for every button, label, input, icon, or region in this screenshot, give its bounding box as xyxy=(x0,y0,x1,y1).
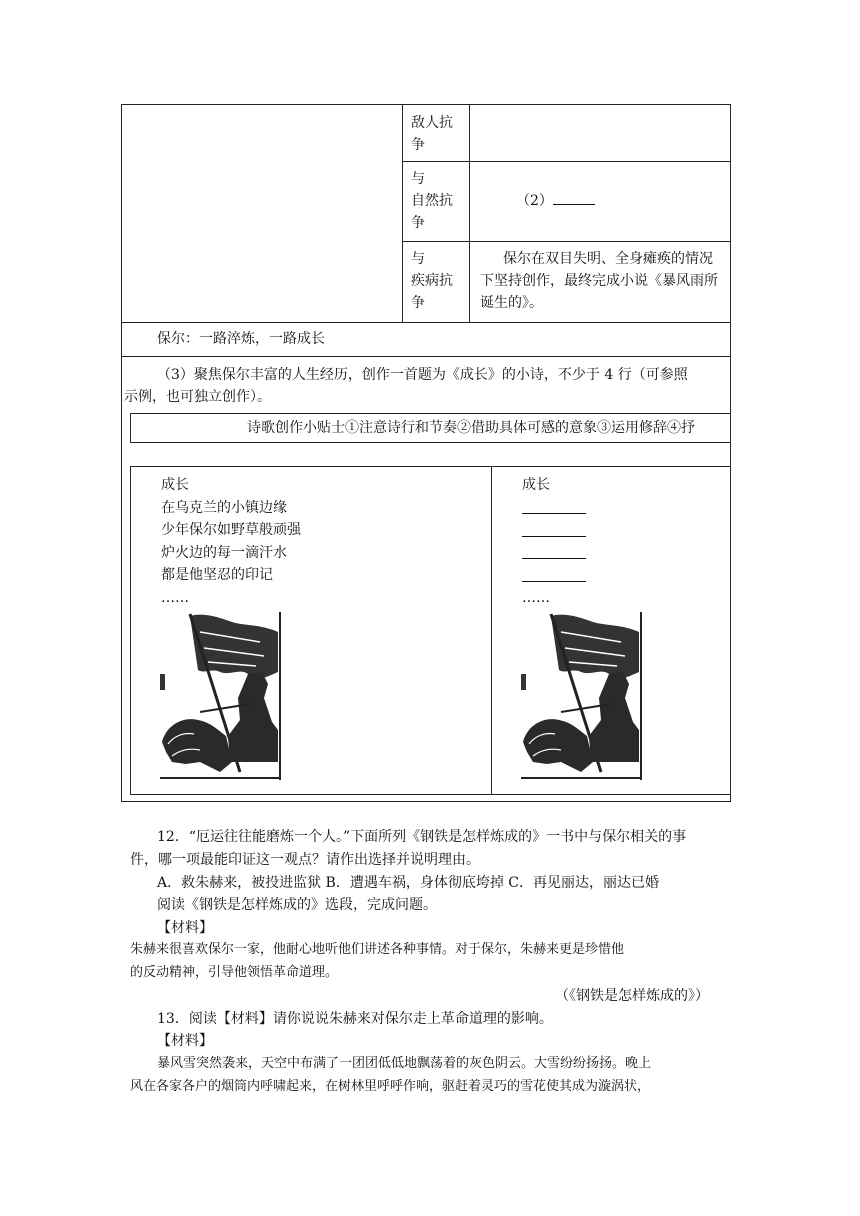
example-poem-ellipsis: …… xyxy=(161,590,189,606)
q13: 13．阅读【材料】请你说说朱赫来对保尔走上革命道理的影响。 xyxy=(157,1011,553,1027)
example-poem-line: 在乌克兰的小镇边缘 xyxy=(161,500,287,516)
task3-line-1: （3）聚焦保尔丰富的人生经历，创作一首题为《成长》的小诗，不少于 4 行（可参照 xyxy=(157,367,688,383)
growth-row-text: 保尔：一路淬炼，一路成长 xyxy=(157,331,325,347)
example-poem-line: 少年保尔如野草般顽强 xyxy=(161,522,301,538)
source-citation: （《钢铁是怎样炼成的》） xyxy=(555,988,709,1004)
row-content-disease-1: 保尔在双目失明、全身瘫痪的情况 xyxy=(503,251,713,267)
row-content-disease-2: 下坚持创作，最终完成小说《暴风雨所 xyxy=(480,273,718,289)
material2-line-2: 风在各家各户的烟筒内呼啸起来，在树林里呼呼作响，驱赶着灵巧的雪花使其成为漩涡状， xyxy=(130,1079,651,1094)
read-intro: 阅读《钢铁是怎样炼成的》选段，完成问题。 xyxy=(157,897,437,913)
example-poem-line: 都是他坚忍的印记 xyxy=(161,567,273,583)
row-label-nature: 与 自然抗 争 xyxy=(411,171,453,231)
example-poem-title: 成长 xyxy=(161,477,189,493)
material1-line-2: 的反动精神，引导他领悟革命道理。 xyxy=(130,965,339,980)
q12-options: A．救朱赫来，被投进监狱 B．遭遇车祸，身体彻底垮掉 C．再见丽达，丽达已婚 xyxy=(157,875,660,891)
material-label: 【材料】 xyxy=(157,920,213,936)
row-content-nature: （2） xyxy=(516,190,595,212)
tips-text: 诗歌创作小贴士①注意诗行和节奏②借助具体可感的意象③运用修辞④抒 xyxy=(247,420,695,436)
material-label-2: 【材料】 xyxy=(157,1033,213,1049)
q12-line-1: 12．“厄运往往能磨炼一个人。”下面所列《钢铁是怎样炼成的》一书中与保尔相关的事 xyxy=(157,829,687,845)
answer-poem-ellipsis: …… xyxy=(522,590,550,606)
row-label-disease: 与 疾病抗 争 xyxy=(411,251,453,311)
tips-box xyxy=(130,413,731,443)
answer-line-1[interactable] xyxy=(522,513,586,514)
row-label-enemy: 敌人抗 争 xyxy=(411,115,453,153)
example-poem-line: 炉火边的每一滴汗水 xyxy=(161,545,287,561)
horseman-flag-illustration xyxy=(521,612,643,782)
answer-line-2[interactable] xyxy=(522,536,586,537)
task3-line-2: 示例，也可独立创作）。 xyxy=(124,389,271,405)
horseman-flag-illustration xyxy=(160,612,282,782)
row-content-disease-3: 诞生的》。 xyxy=(480,295,543,311)
material2-line-1: 暴风雪突然袭来，天空中布满了一团团低低地飘荡着的灰色阴云。大雪纷纷扬扬。晚上 xyxy=(157,1056,652,1071)
q12-line-2: 件，哪一项最能印证这一观点？请作出选择并说明理由。 xyxy=(130,852,480,868)
answer-line-4[interactable] xyxy=(522,581,586,582)
material1-line-1: 朱赫来很喜欢保尔一家，他耐心地听他们讲述各种事情。对于保尔，朱赫来更是珍惜他 xyxy=(130,942,625,957)
answer-line-3[interactable] xyxy=(522,558,586,559)
answer-poem-title: 成长 xyxy=(522,477,550,493)
answer-blank-2[interactable] xyxy=(553,192,595,205)
